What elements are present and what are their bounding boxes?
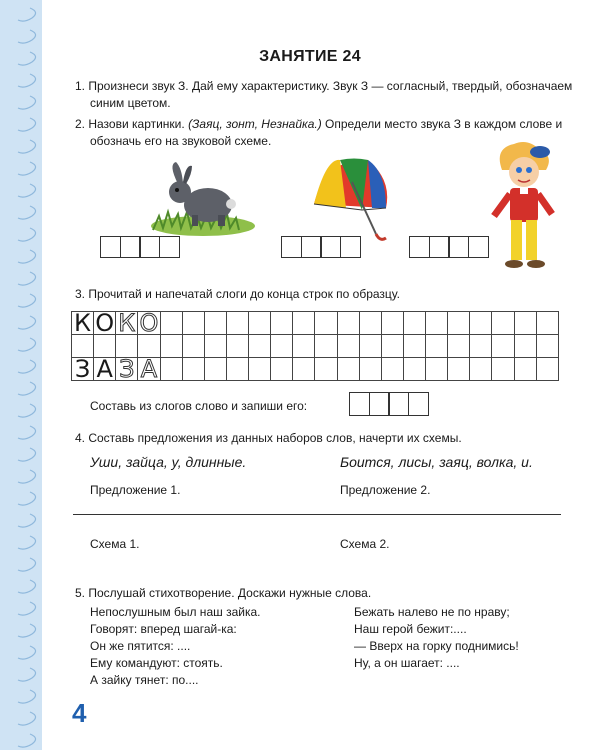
grid-cell[interactable] [426, 358, 448, 381]
task1-line1: 1. Произнеси звук З. Дай ему характеристику. Звук З — согласный, твердый, обозначаем [75, 79, 573, 93]
poem-line: Наш герой бежит:.... [354, 622, 467, 636]
grid-cell[interactable] [160, 358, 182, 381]
letter-box[interactable] [408, 392, 429, 416]
grid-cell[interactable] [315, 312, 337, 335]
grid-cell[interactable] [226, 335, 248, 358]
sound-box[interactable] [159, 236, 180, 258]
grid-cell[interactable] [381, 335, 403, 358]
grid-cell[interactable] [359, 358, 381, 381]
sound-box[interactable] [139, 236, 160, 258]
sentence-1-label: Предложение 1. [90, 483, 181, 497]
grid-cell[interactable] [160, 312, 182, 335]
scheme-2-label: Схема 2. [340, 537, 390, 551]
grid-letter-dotted: А [138, 358, 160, 381]
sound-box[interactable] [120, 236, 141, 258]
grid-cell[interactable] [381, 312, 403, 335]
grid-cell[interactable] [381, 358, 403, 381]
grid-cell[interactable] [204, 335, 226, 358]
sound-box[interactable] [468, 236, 489, 258]
poem-line: Он же пятится: .... [90, 639, 191, 653]
task2-prefix: 2. Назови картинки. [75, 117, 185, 131]
grid-cell[interactable] [448, 335, 470, 358]
grid-cell[interactable] [182, 358, 204, 381]
grid-cell[interactable] [536, 358, 558, 381]
sound-box[interactable] [409, 236, 430, 258]
sound-box[interactable] [320, 236, 341, 258]
task1-line2: синим цветом. [90, 96, 171, 110]
sound-box[interactable] [429, 236, 450, 258]
compose-word-boxes[interactable] [349, 392, 427, 416]
grid-cell[interactable] [426, 312, 448, 335]
letter-box[interactable] [369, 392, 390, 416]
letter-box[interactable] [388, 392, 409, 416]
grid-cell[interactable] [403, 358, 425, 381]
grid-cell[interactable] [204, 358, 226, 381]
compose-word-label: Составь из слогов слово и запиши его: [90, 399, 308, 413]
grid-letter-dotted: З [116, 358, 138, 381]
poem-line: Непослушным был наш зайка. [90, 605, 261, 619]
grid-cell[interactable] [293, 312, 315, 335]
spiral-rings-icon [0, 0, 42, 750]
grid-cell[interactable] [403, 312, 425, 335]
grid-cell[interactable] [514, 335, 536, 358]
page-number: 4 [72, 698, 87, 728]
task2-line1 [75, 116, 562, 133]
grid-cell[interactable] [337, 335, 359, 358]
sentence-2-label: Предложение 2. [340, 483, 431, 497]
grid-letter: К [72, 312, 94, 335]
grid-cell[interactable] [514, 312, 536, 335]
grid-letter: А [94, 358, 116, 381]
poem-line: Ему командуют: стоять. [90, 656, 223, 670]
grid-cell[interactable] [359, 335, 381, 358]
grid-cell[interactable] [315, 335, 337, 358]
grid-cell[interactable] [470, 335, 492, 358]
grid-cell[interactable] [271, 358, 293, 381]
grid-cell[interactable] [249, 312, 271, 335]
grid-letter-dotted: К [116, 312, 138, 335]
hare-icon [148, 160, 258, 240]
grid-cell[interactable] [226, 312, 248, 335]
grid-cell[interactable] [271, 312, 293, 335]
grid-cell[interactable] [492, 358, 514, 381]
grid-letter: О [95, 309, 115, 337]
grid-letter: З [72, 358, 94, 381]
grid-cell[interactable] [249, 358, 271, 381]
task2-line2: обозначь его на звуковой схеме. [90, 134, 272, 148]
grid-cell[interactable] [337, 312, 359, 335]
poem-line: Ну, а он шагает: .... [354, 656, 460, 670]
scheme-1-label: Схема 1. [90, 537, 140, 551]
grid-row-za [72, 358, 559, 381]
grid-cell[interactable] [492, 312, 514, 335]
poem-line: — Вверх на горку поднимись! [354, 639, 519, 653]
sound-scheme-neznaika[interactable] [409, 236, 487, 258]
grid-cell[interactable] [315, 358, 337, 381]
sound-box[interactable] [281, 236, 302, 258]
grid-cell[interactable] [492, 335, 514, 358]
grid-cell[interactable] [426, 335, 448, 358]
grid-cell[interactable] [536, 312, 558, 335]
sound-scheme-hare[interactable] [100, 236, 178, 258]
sound-box[interactable] [340, 236, 361, 258]
syllable-grid[interactable] [71, 311, 559, 381]
grid-cell[interactable] [271, 335, 293, 358]
page-title: ЗАНЯТИЕ 24 [259, 48, 361, 65]
grid-cell[interactable] [182, 335, 204, 358]
grid-cell[interactable] [293, 358, 315, 381]
task2-italic: (Заяц, зонт, Незнайка.) [188, 117, 322, 131]
poem-line: Бежать налево не по нраву; [354, 605, 510, 619]
sound-box[interactable] [448, 236, 469, 258]
grid-cell[interactable] [293, 335, 315, 358]
task2-suffix: Определи место звука З в каждом слове и [325, 117, 563, 131]
grid-cell[interactable] [359, 312, 381, 335]
poem-right [354, 604, 519, 672]
sound-box[interactable] [301, 236, 322, 258]
grid-letter-dotted: О [139, 309, 159, 337]
grid-cell[interactable] [448, 358, 470, 381]
grid-cell[interactable] [337, 358, 359, 381]
word-set-1: Уши, зайца, у, длинные. [90, 454, 247, 470]
grid-cell[interactable] [403, 335, 425, 358]
grid-cell[interactable] [204, 312, 226, 335]
poem-line: А зайку тянет: по.... [90, 673, 199, 687]
grid-cell[interactable] [182, 312, 204, 335]
boy-icon [484, 140, 564, 275]
task4-instruction: 4. Составь предложения из данных наборов слов, начерти их схемы. [75, 431, 462, 445]
letter-box[interactable] [349, 392, 370, 416]
word-set-2: Боится, лисы, заяц, волка, и. [340, 454, 533, 470]
grid-cell[interactable] [536, 335, 558, 358]
grid-cell[interactable] [160, 335, 182, 358]
poem-left [90, 604, 260, 689]
sound-scheme-umbrella[interactable] [281, 236, 359, 258]
grid-cell[interactable] [470, 358, 492, 381]
grid-cell[interactable] [249, 335, 271, 358]
spiral-binding [0, 0, 42, 750]
poem-line: Говорят: вперед шагай-ка: [90, 622, 237, 636]
grid-cell[interactable] [470, 312, 492, 335]
grid-cell[interactable] [448, 312, 470, 335]
grid-row-ko [72, 312, 559, 335]
sound-box[interactable] [100, 236, 121, 258]
task5-instruction: 5. Послушай стихотворение. Доскажи нужные слова. [75, 586, 372, 600]
grid-cell[interactable] [514, 358, 536, 381]
grid-cell[interactable] [226, 358, 248, 381]
answer-line[interactable] [73, 514, 561, 515]
task3-instruction: 3. Прочитай и напечатай слоги до конца строк по образцу. [75, 287, 400, 301]
umbrella-icon [306, 152, 396, 244]
